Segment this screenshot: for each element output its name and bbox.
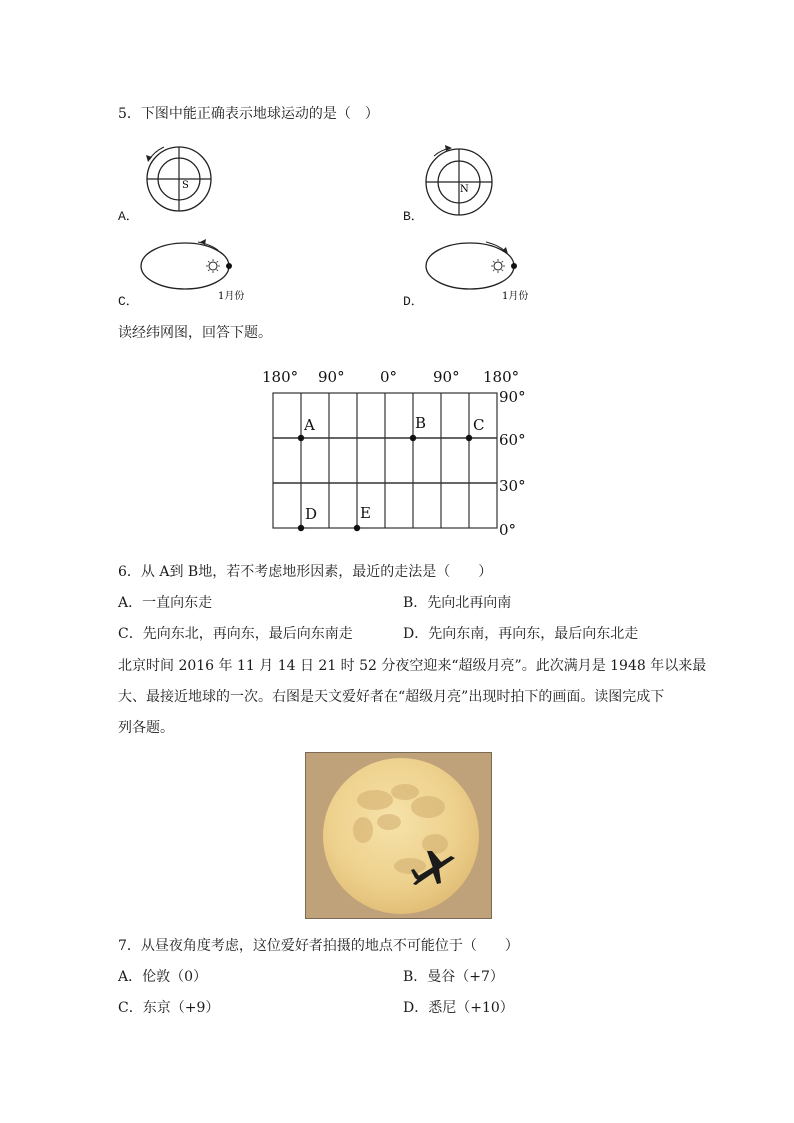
- q7-option-b[interactable]: B．曼谷（+7）: [403, 969, 504, 985]
- rotation-arrow-icon: [146, 155, 152, 162]
- q7-stem: 7．从昼夜角度考虑，这位爱好者拍摄的地点不可能位于（ ）: [118, 938, 519, 954]
- super-moon-photo: [305, 752, 492, 919]
- q5-option-c-letter[interactable]: C．: [118, 294, 139, 309]
- point-a: [298, 435, 304, 441]
- lon-label-0: 0°: [380, 368, 398, 386]
- q5-option-a-letter[interactable]: A．: [118, 209, 139, 224]
- q5-polar-diagram-b: [414, 140, 514, 225]
- lat-label-60: 60°: [499, 431, 526, 449]
- q5-polar-diagram-a: [136, 140, 236, 220]
- point-label-d: D: [305, 505, 318, 523]
- point-label-c: C: [473, 416, 485, 434]
- orbit-arrow-icon: [502, 247, 508, 254]
- point-c: [466, 435, 472, 441]
- passage-line-3: 列各题。: [118, 720, 174, 736]
- q6-option-c[interactable]: C．先向东北，再向东，最后向东南走: [118, 626, 353, 642]
- point-label-e: E: [360, 504, 371, 522]
- lat-label-90: 90°: [499, 388, 526, 406]
- point-label-a: A: [304, 416, 315, 434]
- lon-label-90e: 90°: [433, 368, 460, 386]
- pole-label-n: N: [460, 184, 469, 195]
- moon: [323, 758, 479, 914]
- lat-long-grid: [260, 362, 530, 544]
- point-label-b: B: [415, 414, 427, 432]
- q6-option-a[interactable]: A．一直向东走: [118, 595, 213, 611]
- lat-label-30: 30°: [499, 477, 526, 495]
- q5-option-d-letter[interactable]: D．: [403, 294, 424, 309]
- passage-line-2: 大、最接近地球的一次。右图是天文爱好者在“超级月亮”出现时拍下的画面。读图完成下: [118, 689, 665, 705]
- sun-icon: [206, 259, 220, 273]
- q7-option-a[interactable]: A．伦敦（0）: [118, 969, 208, 985]
- q5-stem: 5．下图中能正确表示地球运动的是（ ）: [118, 106, 379, 122]
- q6-option-d[interactable]: D．先向东南，再向东，最后向东北走: [403, 626, 639, 642]
- lon-label-90w: 90°: [318, 368, 345, 386]
- point-b: [410, 435, 416, 441]
- grid-intro: 读经纬网图，回答下题。: [118, 325, 272, 341]
- earth-position-dot: [511, 263, 517, 269]
- lon-label-180w: 180°: [262, 368, 299, 386]
- q5-option-b-letter[interactable]: B．: [403, 209, 424, 224]
- q6-stem: 6．从 A到 B地，若不考虑地形因素，最近的走法是（ ）: [118, 564, 493, 580]
- month-label: 1月份: [218, 291, 245, 302]
- q7-option-c[interactable]: C．东京（+9）: [118, 1000, 220, 1016]
- earth-position-dot: [226, 263, 232, 269]
- sun-icon: [491, 259, 505, 273]
- q5-orbit-diagram-d: [420, 232, 535, 307]
- lat-label-0: 0°: [499, 521, 517, 539]
- q7-option-d[interactable]: D．悉尼（+10）: [403, 1000, 514, 1016]
- passage-line-1: 北京时间 2016 年 11 月 14 日 21 时 52 分夜空迎来“超级月亮”。此次满月是 1948 年以来最: [118, 658, 707, 674]
- point-d: [298, 525, 304, 531]
- point-e: [354, 525, 360, 531]
- month-label: 1月份: [502, 291, 529, 302]
- q6-option-b[interactable]: B．先向北再向南: [403, 595, 512, 611]
- pole-label-s: S: [182, 180, 189, 191]
- q5-orbit-diagram-c: [136, 232, 246, 307]
- lon-label-180e: 180°: [483, 368, 520, 386]
